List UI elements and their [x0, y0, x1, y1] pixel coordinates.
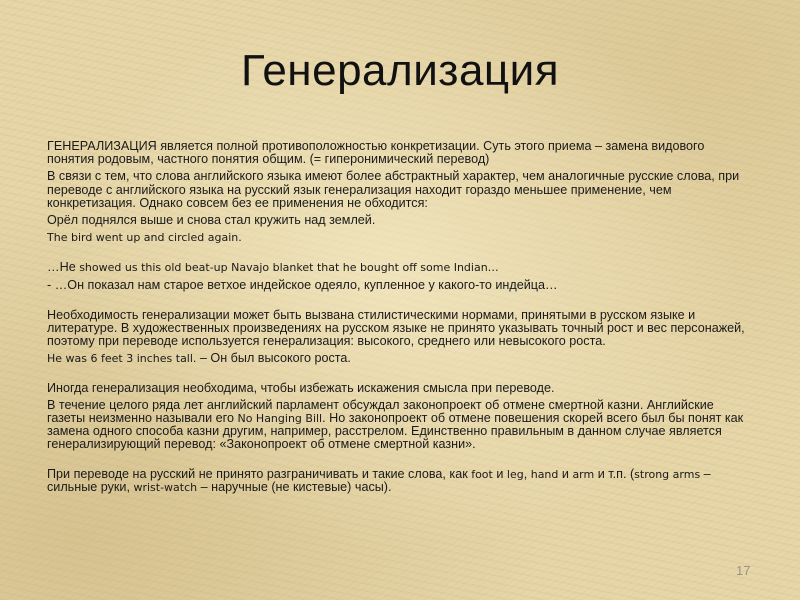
- body-parts-text-f: – сильные руки,: [47, 466, 711, 494]
- body-parts-text-b: и: [492, 466, 507, 481]
- parliament-text-a: В течение целого ряда лет английский парламент обсуждал законопроект об отмене смертной казни. Английские газеты неизменно называли его: [47, 397, 714, 426]
- example-english-blanket-text: showed us this old beat-up Navajo blanket that he bought off some Indian…: [75, 261, 499, 275]
- parliament-text-b: . Но законопроект об отмене повешения скорей всего был бы понят как замена одного способа казни другим, например, расстрелом. Единственно правильным в данном случае является генерализирующий перевод: «Законопроект об отмене смертной казни».: [47, 411, 744, 452]
- example-english-blanket-lead: …Не: [47, 260, 76, 275]
- body-parts-text-g: – наручные (не кистевые) часы).: [197, 479, 392, 494]
- body-parts-strong-arms: strong arms: [634, 467, 701, 481]
- example-russian-blanket: - …Он показал нам старое ветхое индейское одеяло, купленное у какого-то индейца…: [47, 277, 558, 292]
- body-parts-text-c: ,: [523, 466, 531, 481]
- body-parts-arm: arm: [572, 467, 595, 481]
- body-parts-foot: foot: [471, 467, 493, 481]
- example-height-russian: – Он был высокого роста.: [196, 351, 351, 366]
- body-parts-wrist-watch: wrist-watch: [133, 480, 198, 494]
- body-parts-text-a: При переводе на русский не принято разграничивать и такие слова, как: [47, 466, 472, 481]
- slide-body: [47, 140, 747, 494]
- body-parts-text-d: и: [558, 466, 573, 481]
- paragraph-stylistic-norms: Необходимость генерализации может быть вызвана стилистическими нормами, принятыми в русском языке и литературе. В художественных произведениях на русском языке не принято указывать точный рост и вес персонажей, поэтому при переводе используется генерализация: высокого, среднего или невысокого роста.: [47, 307, 745, 349]
- example-height: [47, 352, 747, 365]
- example-height-english: He was 6 feet 3 inches tall.: [47, 352, 197, 366]
- example-english-bird: The bird went up and circled again.: [47, 231, 242, 245]
- body-parts-leg: leg: [506, 467, 524, 481]
- example-russian-eagle: Орёл поднялся выше и снова стал кружить над землей.: [47, 213, 376, 228]
- parliament-bill-name: No Hanging Bill: [237, 412, 323, 426]
- paragraph-parliament: [47, 399, 747, 452]
- paragraph-definition: ГЕНЕРАЛИЗАЦИЯ является полной противоположностью конкретизации. Суть этого приема – замена видового понятия родовым, частного понятия общим. (= гиперонимический перевод): [47, 139, 705, 167]
- slide-title: Генерализация: [240, 46, 560, 95]
- body-parts-hand: hand: [530, 467, 559, 481]
- page-number: 17: [736, 563, 751, 578]
- paragraph-body-parts: [47, 468, 747, 494]
- paragraph-avoid-distortion: Иногда генерализация необходима, чтобы избежать искажения смысла при переводе.: [47, 380, 555, 395]
- example-english-blanket: [47, 261, 747, 274]
- body-parts-text-e: и т.п. (: [594, 466, 635, 481]
- paragraph-abstract-nature: В связи с тем, что слова английского языка имеют более абстрактный характер, чем аналогичные русские слова, при переводе с английского языка на русский язык генерализация находит гораздо меньшее применение, чем конкретизация. Однако совсем без ее применения не обходится:: [47, 169, 740, 210]
